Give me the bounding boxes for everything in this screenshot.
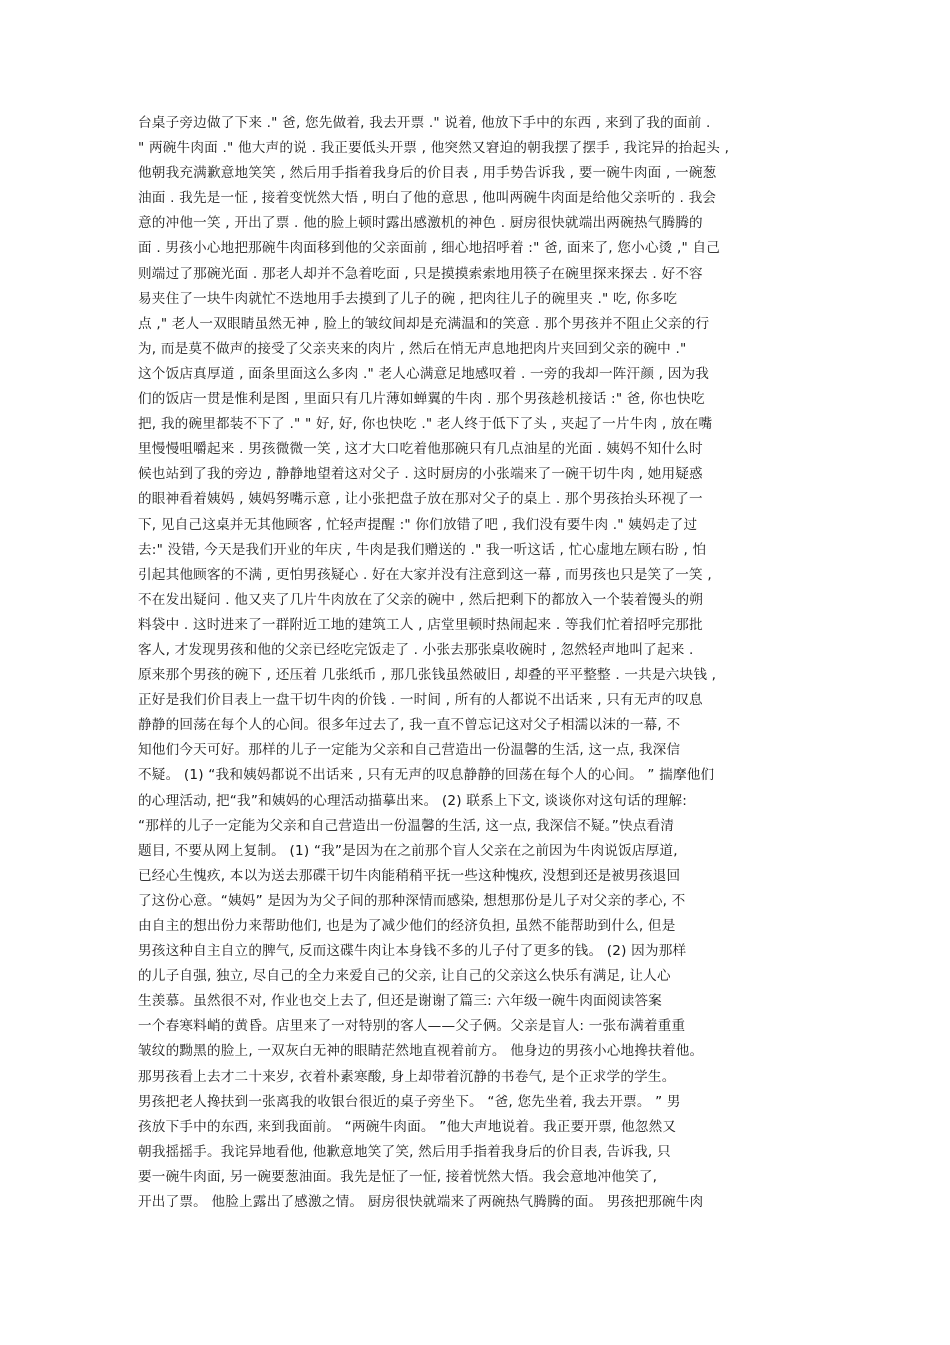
- text-line: 客人, 才发现男孩和他的父亲已经吃完饭走了 . 小张去那张桌收碗时 , 忽然轻声地叫了起来 .: [138, 641, 694, 658]
- text-line: 原来那个男孩的碗下 , 还压着 几张纸币 , 那几张钱虽然破旧 , 却叠的平平整整 . 一共是六块钱 ,: [138, 667, 717, 684]
- text-line: 易夹住了一块牛肉就忙不迭地用手去摸到了儿子的碗 , 把肉往儿子的碗里夹 ." 吃, 你多吃: [138, 290, 678, 307]
- text-line: 们的饭店一贯是惟利是图 , 里面只有几片薄如蝉翼的牛肉 . 那个男孩趁机接话 :" 爸, 你也快吃: [138, 391, 705, 408]
- text-line: 不在发出疑问 . 他又夹了几片牛肉放在了父亲的碗中 , 然后把剩下的都放入一个装着馒头的朔: [138, 591, 704, 608]
- text-line: 已经心生愧疚, 本以为送去那碟干切牛肉能稍稍平抚一些这种愧疚, 没想到还是被男孩退回: [138, 867, 681, 884]
- text-line: 为, 而是莫不做声的接受了父亲夹来的肉片 , 然后在悄无声息地把肉片夹回到父亲的碗中 .": [138, 340, 687, 357]
- text-line: 男孩把老人搀扶到一张离我的收银台很近的桌子旁坐下。 “爸, 您先坐着, 我去开票。 ” 男: [138, 1093, 681, 1110]
- text-line: 台桌子旁边做了下来 ." 爸, 您先做着, 我去开票 ." 说着, 他放下手中的东西 , 来到了我的面前 .: [138, 115, 711, 131]
- text-line: 了这份心意。“姨妈” 是因为为父子间的那种深情而感染, 想想那份是儿子对父亲的孝心, 不: [138, 892, 686, 909]
- text-line: 去:" 没错, 今天是我们开业的年庆 , 牛肉是我们赠送的 ." 我一听这话 , 忙心虚地左顾右盼 , 怕: [138, 541, 707, 558]
- text-line: 那男孩看上去才二十来岁, 衣着朴素寒酸, 身上却带着沉静的书卷气, 是个正求学的学生。: [138, 1068, 676, 1085]
- text-line: 油面 . 我先是一怔 , 接着变恍然大悟 , 明白了他的意思 , 他叫两碗牛肉面是给他父亲听的 . 我会: [138, 190, 717, 207]
- text-line: 知他们今天可好。那样的儿子一定能为父亲和自己营造出一份温馨的生活, 这一点, 我深信: [138, 742, 681, 759]
- text-line: 这个饭店真厚道 , 面条里面这么多肉 ." 老人心满意足地感叹着 . 一旁的我却一阵汗颜 , 因为我: [138, 365, 710, 382]
- text-line: “那样的儿子一定能为父亲和自己营造出一份温馨的生活, 这一点, 我深信不疑。”快点看清: [138, 817, 675, 834]
- text-line: 开出了票。 他脸上露出了感激之情。 厨房很快就端来了两碗热气腾腾的面。 男孩把那碗牛肉: [138, 1194, 704, 1211]
- text-line: 料袋中 . 这时进来了一群附近工地的建筑工人 , 店堂里顿时热闹起来 . 等我们忙着招呼完那批: [138, 616, 703, 633]
- text-line: 一个春寒料峭的黄昏。店里来了一对特别的客人——父子俩。父亲是盲人: 一张布满着重重: [138, 1018, 686, 1035]
- text-line: 正好是我们价目表上一盘干切牛肉的价钱 . 一时间 , 所有的人都说不出话来 , 只有无声的叹息: [138, 692, 703, 709]
- text-line: 下, 见自己这桌并无其他顾客 , 忙轻声提醒 :" 你们放错了吧 , 我们没有要牛肉 ." 姨妈走了过: [138, 516, 698, 533]
- text-line: 把, 我的碗里都装不下了 ." " 好, 好, 你也快吃 ." 老人终于低下了头 , 夹起了一片牛肉 , 放在嘴: [138, 416, 713, 433]
- text-line: 朝我摇摇手。我诧异地看他, 他歉意地笑了笑, 然后用手指着我身后的价目表, 告诉我, 只: [138, 1143, 671, 1160]
- text-line: 题目, 不要从网上复制。 (1) “我”是因为在之前那个盲人父亲在之前因为牛肉说饭店厚道,: [138, 842, 678, 859]
- text-line: 静静的回荡在每个人的心间。很多年过去了, 我一直不曾忘记这对父子相濡以沫的一幕, 不: [138, 717, 681, 734]
- text-line: 他朝我充满歉意地笑笑 , 然后用手指着我身后的价目表 , 用手势告诉我 , 要一碗牛肉面 , 一碗葱: [138, 165, 717, 182]
- text-line: 皱纹的黝黑的脸上, 一双灰白无神的眼睛茫然地直视着前方。 他身边的男孩小心地搀扶着他。: [138, 1043, 704, 1060]
- text-line: 引起其他顾客的不满 , 更怕男孩疑心 . 好在大家并没有注意到这一幕 , 而男孩也只是笑了一笑 ,: [138, 566, 712, 583]
- text-line: 的眼神看着姨妈 , 姨妈努嘴示意 , 让小张把盘子放在那对父子的桌上 . 那个男孩抬头环视了一: [138, 491, 703, 508]
- text-line: 则端过了那碗光面 . 那老人却并不急着吃面 , 只是摸摸索索地用筷子在碗里探来探去 . 好不容: [138, 265, 703, 282]
- text-line: 里慢慢咀嚼起来 . 男孩微微一笑 , 这才大口吃着他那碗只有几点油星的光面 . 姨妈不知什么时: [138, 441, 703, 458]
- document-text-body: [138, 111, 818, 1215]
- text-line: 的心理活动, 把“我”和姨妈的心理活动描摹出来。 (2) 联系上下文, 谈谈你对这句话的理解:: [138, 792, 688, 809]
- text-line: 点 ," 老人一双眼睛虽然无神 , 脸上的皱纹间却是充满温和的笑意 . 那个男孩并不阻止父亲的行: [138, 315, 710, 332]
- text-line: 候也站到了我的旁边 , 静静地望着这对父子 . 这时厨房的小张端来了一碗干切牛肉 , 她用疑惑: [138, 466, 703, 483]
- text-line: 面 . 男孩小心地把那碗牛肉面移到他的父亲面前 , 细心地招呼着 :" 爸, 面来了, 您小心烫 ," 自己: [138, 240, 721, 257]
- text-line: 的儿子自强, 独立, 尽自己的全力来爱自己的父亲, 让自己的父亲这么快乐有满足, 让人心: [138, 968, 671, 985]
- text-line: " 两碗牛肉面 ." 他大声的说 . 我正要低头开票 , 他突然又窘迫的朝我摆了摆手 , 我诧异的抬起头 ,: [138, 140, 730, 157]
- text-line: 意的冲他一笑 , 开出了票 . 他的脸上顿时露出感激机的神色 . 厨房很快就端出两碗热气腾腾的: [138, 215, 703, 232]
- text-line: 不疑。 (1) “我和姨妈都说不出话来 , 只有无声的叹息静静的回荡在每个人的心间。 ” 揣摩他们: [138, 767, 715, 784]
- text-line: 生羡慕。虽然很不对, 作业也交上去了, 但还是谢谢了篇三: 六年级一碗牛肉面阅读答案: [138, 993, 662, 1010]
- text-line: 由自主的想出份力来帮助他们, 也是为了减少他们的经济负担, 虽然不能帮助到什么, 但是: [138, 918, 676, 934]
- text-line: 孩放下手中的东西, 来到我面前。 “两碗牛肉面。 ”他大声地说着。我正要开票, 他忽然又: [138, 1118, 677, 1135]
- text-line: 男孩这种自主自立的脾气, 反而这碟牛肉让本身钱不多的儿子付了更多的钱。 (2) 因为那样: [138, 943, 687, 960]
- text-line: 要一碗牛肉面, 另一碗要葱油面。我先是怔了一怔, 接着恍然大悟。我会意地冲他笑了,: [138, 1168, 658, 1185]
